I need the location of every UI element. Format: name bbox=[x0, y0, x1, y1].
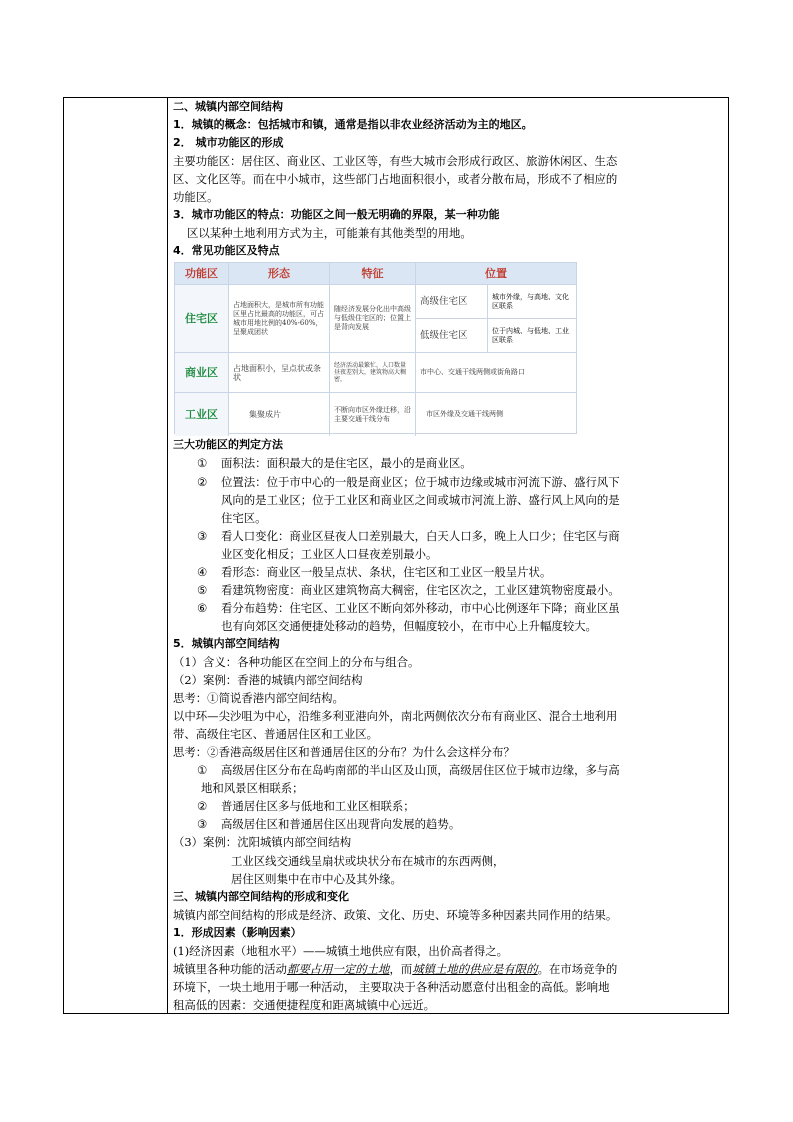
paragraph: 区、文化区等。而在中小城市，这些部门占地面积很小，或者分散布局，形成不了相应的 bbox=[173, 172, 618, 187]
column-divider bbox=[167, 97, 168, 1014]
table-header: 形态 bbox=[229, 263, 330, 285]
paragraph: 城镇里各种功能的活动都要占用一定的土地，而城镇土地的供应是有限的。在市场竞争的 bbox=[173, 961, 618, 976]
list-item-cont: 地和风景区相联系； bbox=[201, 781, 304, 796]
paragraph: 城镇内部空间结构的形成是经济、政策、文化、历史、环境等多种因素共同作用的结果。 bbox=[173, 907, 618, 922]
paragraph: （1）含义：各种功能区在空间上的分布与组合。 bbox=[173, 654, 420, 669]
table-cell: 不断向市区外缘迁移，沿主要交通干线分布 bbox=[330, 393, 416, 436]
list-item: ⑤ 看建筑物密度：商业区建筑物高大稠密，住宅区次之，工业区建筑物密度最小。 bbox=[197, 582, 620, 597]
paragraph: 主要功能区：居住区、商业区、工业区等，有些大城市会形成行政区、旅游休闲区、生态 bbox=[173, 154, 618, 169]
list-item-cont: 也有向郊区交通便捷处移动的趋势，但幅度较小，在市中心上升幅度较大。 bbox=[221, 618, 597, 633]
paragraph: 居住区则集中在市中心及其外缘。 bbox=[231, 871, 402, 886]
list-item-cont: 风向的是工业区；位于工业区和商业区之间或城市河流上游、盛行风上风向的是 bbox=[221, 492, 620, 507]
list-item: ① 高级居住区分布在岛屿南部的半山区及山顶，高级居住区位于城市边缘，多与高 bbox=[197, 763, 620, 778]
list-item: ② 位置法：位于市中心的一般是商业区；位于城市边缘或城市河流下游、盛行风下 bbox=[197, 474, 620, 489]
subheading: 三大功能区的判定方法 bbox=[173, 438, 283, 452]
subheading: 5．城镇内部空间结构 bbox=[173, 636, 280, 650]
table-cell: 市中心、交通干线两侧或街角路口 bbox=[416, 353, 576, 393]
paragraph: 思考：①简说香港内部空间结构。 bbox=[173, 691, 344, 706]
list-item: ⑥ 看分布趋势：住宅区、工业区不断向郊外移动，市中心比例逐年下降；商业区虽 bbox=[197, 600, 620, 615]
list-item: ③ 看人口变化：商业区昼夜人口差别最大，白天人口多，晚上人口少；住宅区与商 bbox=[197, 528, 620, 543]
paragraph: （2）案例：香港的城镇内部空间结构 bbox=[173, 673, 363, 688]
section-heading: 三、城镇内部空间结构的形成和变化 bbox=[173, 889, 349, 903]
paragraph: （3）案例：沈阳城镇内部空间结构 bbox=[173, 835, 352, 850]
row-label: 住宅区 bbox=[175, 285, 229, 353]
list-item-cont: 业区变化相反；工业区人口昼夜差别最小。 bbox=[221, 546, 438, 561]
list-item: ④ 看形态：商业区一般呈点状、条状，住宅区和工业区一般呈片状。 bbox=[197, 564, 552, 579]
paragraph: 工业区线交通线呈扇状或块状分布在城市的东西两侧， bbox=[231, 853, 505, 868]
paragraph: 思考：②香港高级居住区和普通居住区的分布？为什么会这样分布？ bbox=[173, 745, 515, 760]
paragraph: 1．城镇的概念：包括城市和镇，通常是指以非农业经济活动为主的地区。 bbox=[173, 118, 533, 132]
table-header: 位置 bbox=[416, 263, 576, 285]
paragraph: (1)经济因素（地租水平）——城镇土地供应有限，出价高者得之。 bbox=[173, 943, 509, 958]
subheading: 4．常见功能区及特点 bbox=[173, 244, 280, 258]
list-item: ① 面积法：面积最大的是住宅区，最小的是商业区。 bbox=[197, 456, 472, 471]
table-cell: 市区外缘及交通干线两侧 bbox=[426, 410, 503, 419]
paragraph: 环境下，一块土地用于哪一种活动， 主要取决于各种活动愿意付出租金的高低。影响地 bbox=[173, 979, 610, 994]
row-label: 工业区 bbox=[175, 393, 229, 436]
paragraph: 3．城市功能区的特点：功能区之间一般无明确的界限，某一种功能 bbox=[173, 208, 500, 222]
position-split-cell bbox=[416, 285, 576, 353]
list-item: ② 普通居住区多与低地和工业区相联系； bbox=[197, 799, 415, 814]
paragraph: 租高低的因素：交通便捷程度和距离城镇中心远近。 bbox=[173, 997, 435, 1012]
function-zone-table bbox=[174, 262, 577, 434]
table-cell: 集聚成片 bbox=[229, 393, 330, 436]
table-cell: 高级住宅区 bbox=[416, 285, 488, 319]
subheading: 1．形成因素（影响因素） bbox=[173, 925, 302, 939]
table-cell: 占地面积小，呈点状或条状 bbox=[229, 353, 330, 393]
row-label: 商业区 bbox=[175, 353, 229, 393]
table-cell: 位于内城、与低地、工业区联系 bbox=[492, 326, 569, 344]
list-item: ③ 高级居住区和普通居住区出现背向发展的趋势。 bbox=[197, 817, 461, 832]
paragraph: 区以某种土地利用方式为主，可能兼有其他类型的用地。 bbox=[187, 226, 472, 241]
subheading: 2． 城市功能区的形成 bbox=[173, 136, 284, 150]
document-content bbox=[173, 98, 725, 1014]
table-cell: 低级住宅区 bbox=[416, 319, 488, 353]
table-cell: 占地面积大，是城市所有功能区里占比最高的功能区，可占城市用地比例的40%-60%，呈聚成团状 bbox=[229, 285, 330, 353]
section-heading: 二、城镇内部空间结构 bbox=[173, 100, 283, 113]
list-item-cont: 住宅区。 bbox=[221, 510, 267, 525]
table-cell: 随经济发展分化出中高级与低级住宅区的；位置上是背向发展 bbox=[330, 285, 416, 353]
table-header: 特征 bbox=[330, 263, 416, 285]
table-header: 功能区 bbox=[175, 263, 229, 285]
paragraph: 带、高级住宅区、普通居住区和工业区。 bbox=[173, 727, 379, 742]
table-cell: 城市外缘，与高地、文化区联系 bbox=[488, 285, 576, 319]
paragraph: 以中环—尖沙咀为中心，沿维多利亚港向外，南北两侧依次分布有商业区、混合土地利用 bbox=[173, 709, 618, 724]
table-cell: 经济活动最繁忙，人口数量昼夜差别大，建筑物高大稠密， bbox=[330, 353, 416, 393]
paragraph: 功能区。 bbox=[173, 190, 219, 205]
